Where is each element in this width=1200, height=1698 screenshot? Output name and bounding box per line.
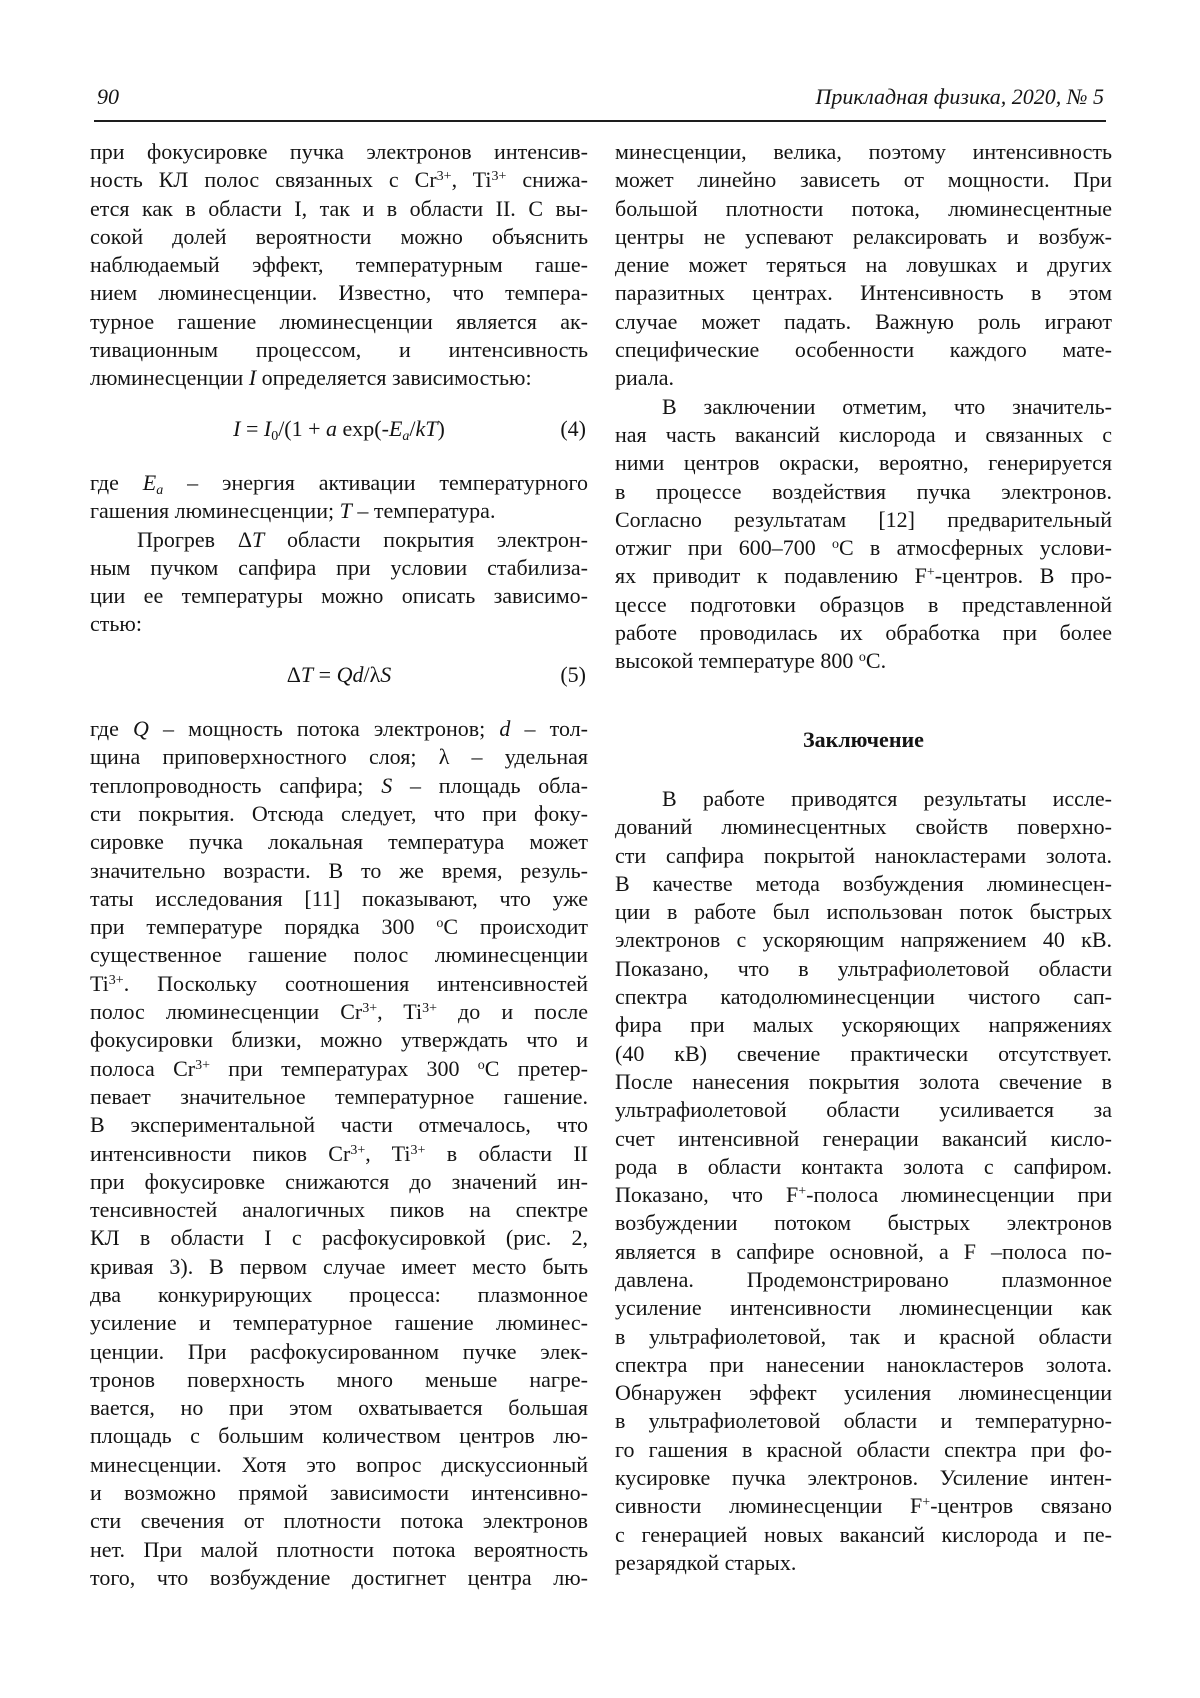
text-line: гашения люминесценции; T – температура. xyxy=(90,498,496,524)
text-line: В экспериментальной части отмечалось, что xyxy=(90,1112,588,1138)
text-line: После нанесения покрытия золота свечение в xyxy=(615,1068,1112,1094)
text-line: В работе приводятся результаты иссле- xyxy=(662,785,1112,811)
text-line: и возможно прямой зависимости интенсивно- xyxy=(90,1480,588,1506)
styled-text: I xyxy=(263,415,272,441)
text-line: сокой долей вероятности можно объяснить xyxy=(90,223,588,249)
text-line: сти сапфира покрытой нанокластерами золота. xyxy=(615,842,1112,868)
text-line: ным пучком сапфира при условии стабилиза- xyxy=(90,554,588,580)
text-line: возбуждении потоком быстрых электронов xyxy=(615,1210,1112,1236)
equation-formula: I = I0/(1 + a exp(-Ea/kT) xyxy=(233,415,445,444)
subscript-text: a xyxy=(402,428,410,444)
equation-formula: ΔT = Qd/λS xyxy=(286,661,392,687)
text-line: может линейно зависеть от мощности. При xyxy=(615,167,1112,193)
text-line: с генерацией новых вакансий кислорода и пе- xyxy=(615,1521,1112,1547)
text-line: Обнаружен эффект усиления люминесценции xyxy=(615,1380,1112,1406)
text-line: ется как в области I, так и в области II. С вы- xyxy=(90,195,588,221)
text-line: электронов с ускоряющим напряжением 40 кВ. xyxy=(615,927,1112,953)
text-line: интенсивности пиков $Cr^{3+}$, $Ti^{3+}$ в области II xyxy=(90,1140,588,1166)
superscript-text: о xyxy=(436,916,444,932)
text-line: спектра при нанесении нанокластеров золота. xyxy=(615,1351,1112,1377)
text-line: значительно возрасти. В то же время, резуль- xyxy=(90,857,588,883)
text-line: высокой температуре 800 $^о$С. xyxy=(615,648,887,674)
text-line: ультрафиолетовой области усиливается за xyxy=(615,1097,1112,1123)
text-line: Прогрев ΔT области покрытия электрон- xyxy=(137,526,588,552)
equation xyxy=(90,661,588,689)
text-line: цессе подготовки образцов в представленной xyxy=(615,591,1112,617)
text-line: $Ti^{3+}$. Поскольку соотношения интенсивностей xyxy=(90,970,588,996)
text-line: риала. xyxy=(615,365,674,391)
text-line: ценции. При расфокусированном пучке элек- xyxy=(90,1338,588,1364)
text-line: (40 кВ) свечение практически отсутствует. xyxy=(615,1040,1112,1066)
styled-text: S xyxy=(380,661,392,687)
text-line: стью: xyxy=(90,611,142,637)
superscript-text: 3+ xyxy=(422,1001,437,1017)
styled-text: T xyxy=(251,526,265,552)
text-line: ность КЛ полос связанных с $Cr^{3+}$, $Ti^{3+}$ снижа- xyxy=(90,167,588,193)
text-line: два конкурирующих процесса: плазмонное xyxy=(90,1281,588,1307)
text-line: кусировке пучка электронов. Усиление интен- xyxy=(615,1465,1112,1491)
text-line: давлена. Продемонстрировано плазмонное xyxy=(615,1266,1112,1292)
text-line: отжиг при 600–700 $^о$С в атмосферных услови- xyxy=(615,535,1112,561)
text-column-right xyxy=(615,138,1112,1577)
equation-number: (4) xyxy=(560,415,586,441)
text-line: усиление и температурное гашение люминес- xyxy=(90,1310,588,1336)
subscript-text: a xyxy=(156,482,164,498)
text-line: счет интенсивной генерации вакансий кисло- xyxy=(615,1125,1112,1151)
superscript-text: 3+ xyxy=(108,972,124,988)
text-line: фокусировки близки, можно утверждать что и xyxy=(90,1027,588,1053)
styled-text: Q xyxy=(133,716,149,742)
superscript-text: 3+ xyxy=(436,169,452,185)
styled-text: T xyxy=(339,498,352,524)
text-line: вается, но при этом охватывается большая xyxy=(90,1395,588,1421)
text-line: где Ea – энергия активации температурного xyxy=(90,469,588,498)
text-line: минесценции, велика, поэтому интенсивность xyxy=(615,139,1112,164)
superscript-text: о xyxy=(858,650,866,666)
text-line: существенное гашение полос люминесценции xyxy=(90,942,588,968)
text-line: фира при малых ускоряющих напряжениях xyxy=(615,1012,1112,1038)
text-line: при фокусировке снижаются до значений ин- xyxy=(90,1168,588,1194)
header-rule xyxy=(94,120,1106,122)
text-line: го гашения в красной области спектра при фо- xyxy=(615,1436,1112,1462)
styled-text: d xyxy=(499,716,511,742)
text-line: того, что возбуждение достигнет центра лю- xyxy=(90,1564,588,1590)
text-line: сировке пучка локальная температура может xyxy=(90,829,588,855)
text-line: в ультрафиолетовой области и температурно- xyxy=(615,1408,1112,1434)
superscript-text: 3+ xyxy=(195,1057,210,1073)
superscript-text: 3+ xyxy=(410,1142,426,1158)
text-line: наблюдаемый эффект, температурным гаше- xyxy=(90,252,588,278)
text-line: центры не успевают релаксировать и возбуж- xyxy=(615,223,1112,249)
text-line: кривая 3). В первом случае имеет место быть xyxy=(90,1253,588,1279)
text-line: ции в работе был использован поток быстрых xyxy=(615,899,1112,925)
text-line: ции ее температуры можно описать зависимо- xyxy=(90,583,588,609)
text-line: специфические особенности каждого мате- xyxy=(615,337,1112,363)
text-line: паразитных центрах. Интенсивность в этом xyxy=(615,280,1112,306)
styled-text: I xyxy=(233,415,241,441)
text-line: Показано, что F+-полоса люминесценции при xyxy=(615,1182,1112,1208)
text-line: Согласно результатам [12] предварительный xyxy=(615,506,1112,532)
text-line: минесценции. Хотя это вопрос дискуссионный xyxy=(90,1451,588,1477)
superscript-text: + xyxy=(926,565,935,581)
text-line: большой плотности потока, люминесцентные xyxy=(615,195,1112,221)
text-line: где Q – мощность потока электронов; d – тол- xyxy=(90,716,588,742)
text-line: усиление интенсивности люминесценции как xyxy=(615,1295,1112,1321)
text-line: работе проводилась их обработка при более xyxy=(615,620,1112,646)
text-line: полос люминесценции $Cr^{3+}$, $Ti^{3+}$ до и после xyxy=(90,999,588,1025)
text-line: щина приповерхностного слоя; λ – удельная xyxy=(90,744,588,770)
superscript-text: 3+ xyxy=(491,169,507,185)
styled-text: S xyxy=(381,772,393,798)
page-number: 90 xyxy=(97,84,119,109)
superscript-text: о xyxy=(477,1057,485,1073)
text-line: случае может падать. Важную роль играют xyxy=(615,308,1112,334)
equation xyxy=(90,415,588,443)
text-line: дение может теряться на ловушках и других xyxy=(615,252,1112,278)
journal-reference: Прикладная физика, 2020, № 5 xyxy=(815,84,1104,109)
text-line: сти свечения от плотности потока электронов xyxy=(90,1508,588,1534)
text-line: певает значительное температурное гашение. xyxy=(90,1083,588,1109)
styled-text: a xyxy=(326,415,338,441)
text-line: при фокусировке пучка электронов интенсив- xyxy=(90,139,588,164)
styled-text: E xyxy=(142,469,157,495)
styled-text: kT xyxy=(415,415,438,441)
text-line: КЛ в области I с расфокусировкой (рис. 2, xyxy=(90,1225,588,1251)
text-line: резарядкой старых. xyxy=(615,1549,797,1575)
text-line: тенсивностей аналогичных пиков на спектре xyxy=(90,1197,588,1223)
text-line: теплопроводность сапфира; S – площадь обла- xyxy=(90,772,588,798)
text-line: таты исследования [11] показывают, что уже xyxy=(90,885,588,911)
text-line: сти покрытия. Отсюда следует, что при фоку- xyxy=(90,800,588,826)
text-line: В качестве метода возбуждения люминесцен- xyxy=(615,870,1112,896)
text-line: турное гашение люминесценции является ак- xyxy=(90,308,588,334)
text-line: ная часть вакансий кислорода и связанных с xyxy=(615,421,1112,447)
text-column-left xyxy=(90,138,588,1592)
text-line: сивности люминесценции F+-центров связано xyxy=(615,1493,1112,1519)
superscript-text: 3+ xyxy=(362,1001,378,1017)
text-line: В заключении отметим, что значитель- xyxy=(662,393,1112,419)
text-line: ях приводит к подавлению F+-центров. В про- xyxy=(615,563,1112,589)
text-line: в процессе воздействия пучка электронов. xyxy=(615,478,1112,504)
text-line: тивационным процессом, и интенсивность xyxy=(90,337,588,363)
superscript-text: о xyxy=(831,537,839,553)
styled-text: T xyxy=(300,661,314,687)
text-line: дований люминесцентных свойств поверхно- xyxy=(615,814,1112,840)
text-line: нет. При малой плотности потока вероятность xyxy=(90,1536,588,1562)
section-heading: Заключение xyxy=(803,726,924,752)
text-line: является в сапфире основной, а F –полоса по- xyxy=(615,1238,1112,1264)
superscript-text: 3+ xyxy=(350,1142,366,1158)
styled-text: E xyxy=(388,415,403,441)
running-head xyxy=(94,84,1106,110)
superscript-text: + xyxy=(798,1184,807,1200)
text-line: рода в области контакта золота с сапфиром. xyxy=(615,1153,1112,1179)
text-line: ними центров окраски, вероятно, генерируется xyxy=(615,450,1112,476)
text-line: тронов поверхность много меньше нагре- xyxy=(90,1366,588,1392)
text-line: полоса $Cr^{3+}$ при температурах 300 $^о$С претер- xyxy=(90,1055,588,1081)
text-line: Показано, что в ультрафиолетовой области xyxy=(615,955,1112,981)
text-line: нием люминесценции. Известно, что темпера- xyxy=(90,280,588,306)
superscript-text: + xyxy=(922,1495,931,1511)
equation-number: (5) xyxy=(560,661,586,687)
text-line: в ультрафиолетовой, так и красной области xyxy=(615,1323,1112,1349)
text-line: люминесценции I определяется зависимостью: xyxy=(90,365,532,391)
styled-text: Qd xyxy=(336,661,364,687)
subscript-text: 0 xyxy=(271,428,279,444)
styled-text: I xyxy=(248,365,257,391)
text-line: при температуре порядка 300 $^о$С происходит xyxy=(90,914,588,940)
text-line: площадь с большим количеством центров лю- xyxy=(90,1423,588,1449)
text-line: спектра катодолюминесценции чистого сап- xyxy=(615,984,1112,1010)
